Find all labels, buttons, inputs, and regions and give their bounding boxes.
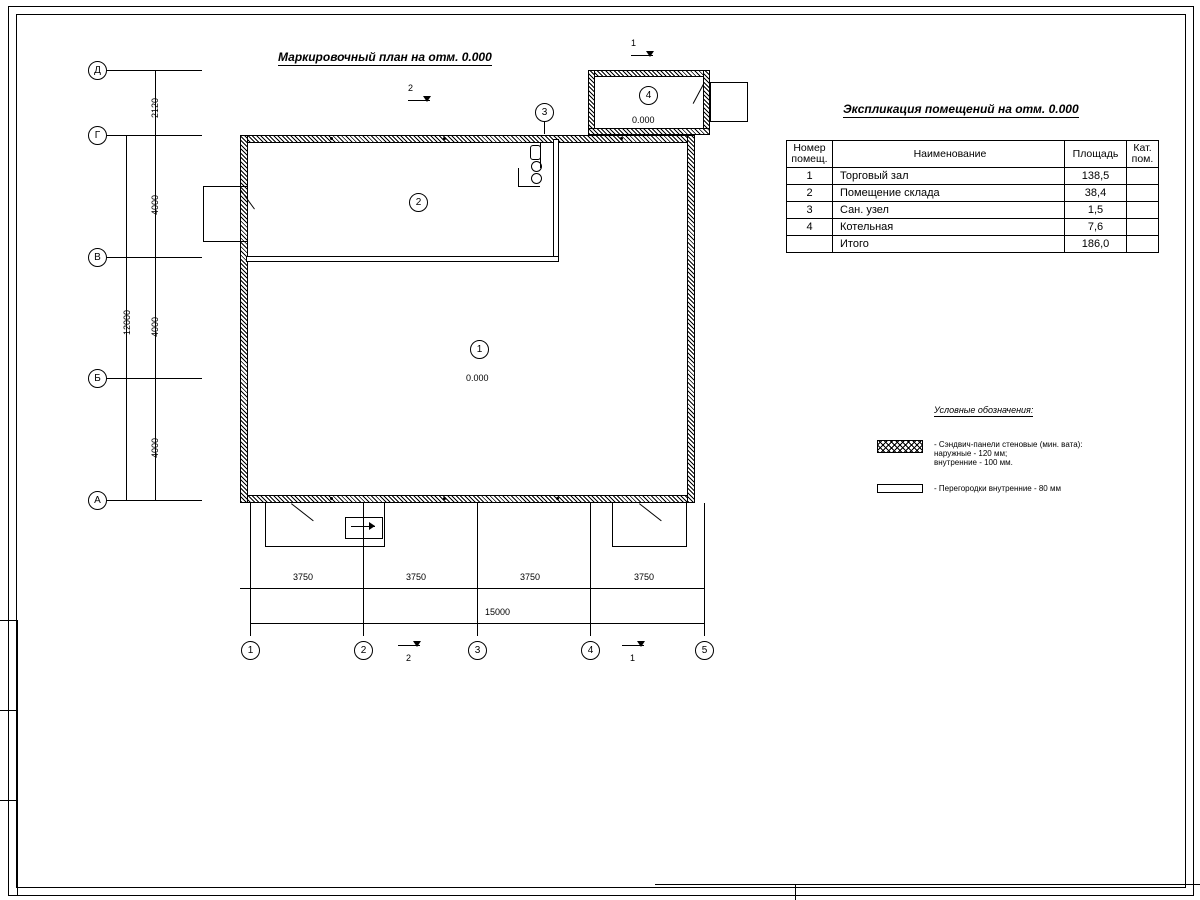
- plan-title: Маркировочный план на отм. 0.000: [278, 50, 492, 64]
- axis-bubble-d: Д: [88, 61, 107, 80]
- cell-num: [787, 236, 833, 253]
- dim-vertical-total-12000: 12000: [122, 309, 132, 335]
- dim-vertical-2120: 2120: [150, 97, 160, 118]
- section-mark-1-bottom-label: 1: [630, 653, 636, 663]
- dim-vertical-4000-1: 4000: [150, 194, 160, 215]
- cell-cat: [1127, 185, 1159, 202]
- cell-name: Сан. узел: [833, 202, 1065, 219]
- partition-wc-left: [518, 168, 519, 187]
- exterior-wall-top: [240, 135, 695, 143]
- table-row-total: [787, 236, 1159, 253]
- section-mark-2-top-arrow: [423, 96, 431, 102]
- dim-tick-v-1: [148, 70, 163, 71]
- axis-bubble-5: 5: [695, 641, 714, 660]
- sheet-left-margin-divider-2: [0, 800, 17, 801]
- dim-horizontal-3750-1: 3750: [293, 572, 314, 582]
- boiler-wall-right: [703, 70, 710, 135]
- cell-area: 1,5: [1065, 202, 1127, 219]
- dim-tick-v-3: [148, 257, 163, 258]
- dim-tick-v-5: [148, 500, 163, 501]
- cell-cat: [1127, 202, 1159, 219]
- boiler-wall-bottom: [588, 128, 710, 135]
- dim-vertical-4000-3: 4000: [150, 437, 160, 458]
- legend-partition-swatch: [877, 484, 923, 493]
- cell-name: Помещение склада: [833, 185, 1065, 202]
- dim-tick-h-5: [704, 581, 705, 596]
- legend-partition-line: - Перегородки внутренние - 80 мм: [934, 484, 1061, 493]
- dim-vertical-4000-2: 4000: [150, 316, 160, 337]
- store-porch-left: [203, 186, 204, 242]
- sheet-left-margin-divider-1: [0, 710, 17, 711]
- column-marker: [556, 497, 559, 500]
- table-row: [787, 219, 1159, 236]
- table-header-cat: Кат. пом.: [1127, 141, 1159, 168]
- room-label-1: 1: [470, 340, 489, 359]
- entry1-porch-bottom: [265, 546, 385, 547]
- legend-sandwich-panel-swatch: [877, 440, 923, 453]
- axis-bubble-v: В: [88, 248, 107, 267]
- table-header-area: Площадь: [1065, 141, 1127, 168]
- section-mark-1-top-arrow: [646, 51, 654, 57]
- cell-cat: [1127, 236, 1159, 253]
- dim-tick-v-4: [148, 378, 163, 379]
- cell-area: 186,0: [1065, 236, 1127, 253]
- entry1-ramp: [345, 517, 383, 539]
- section-mark-1-bottom-arrow: [637, 641, 645, 647]
- boiler-porch-right: [710, 82, 711, 122]
- room-label-2: 2: [409, 193, 428, 212]
- wc-floor-drain-icon: [531, 173, 542, 184]
- axis-bubble-1: 1: [241, 641, 260, 660]
- dim-tick-h-3: [477, 581, 478, 596]
- cell-cat: [1127, 219, 1159, 236]
- section-mark-2-bottom-arrow: [413, 641, 421, 647]
- dim-horizontal-3750-3: 3750: [520, 572, 541, 582]
- column-marker: [443, 137, 446, 140]
- dim-horizontal-3750-4: 3750: [634, 572, 655, 582]
- axis-bubble-g: Г: [88, 126, 107, 145]
- entry1-ramp-arrow-head: [369, 522, 375, 530]
- exterior-wall-right: [687, 135, 695, 503]
- legend-sandwich-panel-line3: внутренние - 100 мм.: [934, 458, 1013, 467]
- column-marker: [330, 137, 333, 140]
- cell-name: Котельная: [833, 219, 1065, 236]
- boiler-porch-top: [710, 82, 748, 83]
- dim-tick-h-2: [363, 581, 364, 596]
- dim-total-tick-v-bot: [119, 500, 134, 501]
- dim-tick-h-4: [590, 581, 591, 596]
- column-marker: [330, 497, 333, 500]
- dim-chain-horizontal: [240, 588, 705, 589]
- dim-chain-horizontal-total: [250, 623, 705, 624]
- axis-line-4: [590, 503, 591, 636]
- room-level-1: 0.000: [466, 373, 489, 383]
- room-label-3-leader: [544, 122, 545, 134]
- entry2-porch-right: [686, 503, 687, 547]
- store-porch-top: [203, 186, 248, 187]
- boiler-wall-top: [588, 70, 710, 77]
- cell-area: 38,4: [1065, 185, 1127, 202]
- section-mark-1-top-label: 1: [631, 38, 637, 48]
- wc-sink-icon: [531, 161, 542, 172]
- axis-bubble-a: А: [88, 491, 107, 510]
- exterior-wall-bottom: [240, 495, 695, 503]
- cell-name: Торговый зал: [833, 168, 1065, 185]
- column-marker: [620, 137, 623, 140]
- cell-cat: [1127, 168, 1159, 185]
- store-porch-bottom: [203, 241, 248, 242]
- entry2-porch-left: [612, 503, 613, 547]
- cell-num: 1: [787, 168, 833, 185]
- cell-name: Итого: [833, 236, 1065, 253]
- dim-total-tick-h-left: [250, 616, 251, 631]
- axis-bubble-b: Б: [88, 369, 107, 388]
- axis-bubble-2: 2: [354, 641, 373, 660]
- wc-toilet-icon: [530, 145, 541, 160]
- table-row: [787, 202, 1159, 219]
- room-label-3: 3: [535, 103, 554, 122]
- axis-bubble-3: 3: [468, 641, 487, 660]
- entry2-porch-bottom: [612, 546, 687, 547]
- legend-sandwich-panel-line1: - Сэндвич-панели стеновые (мин. вата):: [934, 440, 1083, 449]
- dim-total-tick-h-right: [704, 616, 705, 631]
- table-header-num: Номер помещ.: [787, 141, 833, 168]
- legend-title: Условные обозначения:: [934, 405, 1034, 415]
- partition-storeroom-right: [553, 139, 559, 262]
- partition-storeroom-bottom: [246, 256, 559, 262]
- room-label-4: 4: [639, 86, 658, 105]
- dim-tick-h-1: [250, 581, 251, 596]
- exploitation-table-title: Экспликация помещений на отм. 0.000: [843, 102, 1079, 116]
- cell-num: 3: [787, 202, 833, 219]
- boiler-porch-edge: [747, 82, 748, 122]
- table-header-name: Наименование: [833, 141, 1065, 168]
- cell-area: 138,5: [1065, 168, 1127, 185]
- cell-num: 4: [787, 219, 833, 236]
- cell-area: 7,6: [1065, 219, 1127, 236]
- partition-wc-bottom: [518, 186, 540, 187]
- cell-num: 2: [787, 185, 833, 202]
- column-marker: [443, 497, 446, 500]
- table-row: [787, 185, 1159, 202]
- table-header-row: [787, 141, 1159, 168]
- sheet-bottom-title-rule: [655, 884, 1200, 885]
- axis-line-2: [363, 503, 364, 636]
- entry1-porch-left: [265, 503, 266, 547]
- entry1-porch-right: [384, 503, 385, 547]
- axis-line-3: [477, 503, 478, 636]
- sheet-bottom-title-tick: [795, 884, 796, 900]
- boiler-porch-bottom: [710, 121, 748, 122]
- dim-horizontal-total-15000: 15000: [485, 607, 511, 617]
- table-row: [787, 168, 1159, 185]
- sheet-left-margin-block: [0, 620, 18, 896]
- boiler-wall-left: [588, 70, 595, 135]
- section-mark-2-top-label: 2: [408, 83, 414, 93]
- exploitation-table: [786, 140, 1159, 253]
- dim-horizontal-3750-2: 3750: [406, 572, 427, 582]
- axis-bubble-4: 4: [581, 641, 600, 660]
- room-level-4: 0.000: [632, 115, 655, 125]
- legend-sandwich-panel-line2: наружные - 120 мм;: [934, 449, 1008, 458]
- dim-total-tick-v-top: [119, 135, 134, 136]
- dim-tick-v-2: [148, 135, 163, 136]
- section-mark-2-bottom-label: 2: [406, 653, 412, 663]
